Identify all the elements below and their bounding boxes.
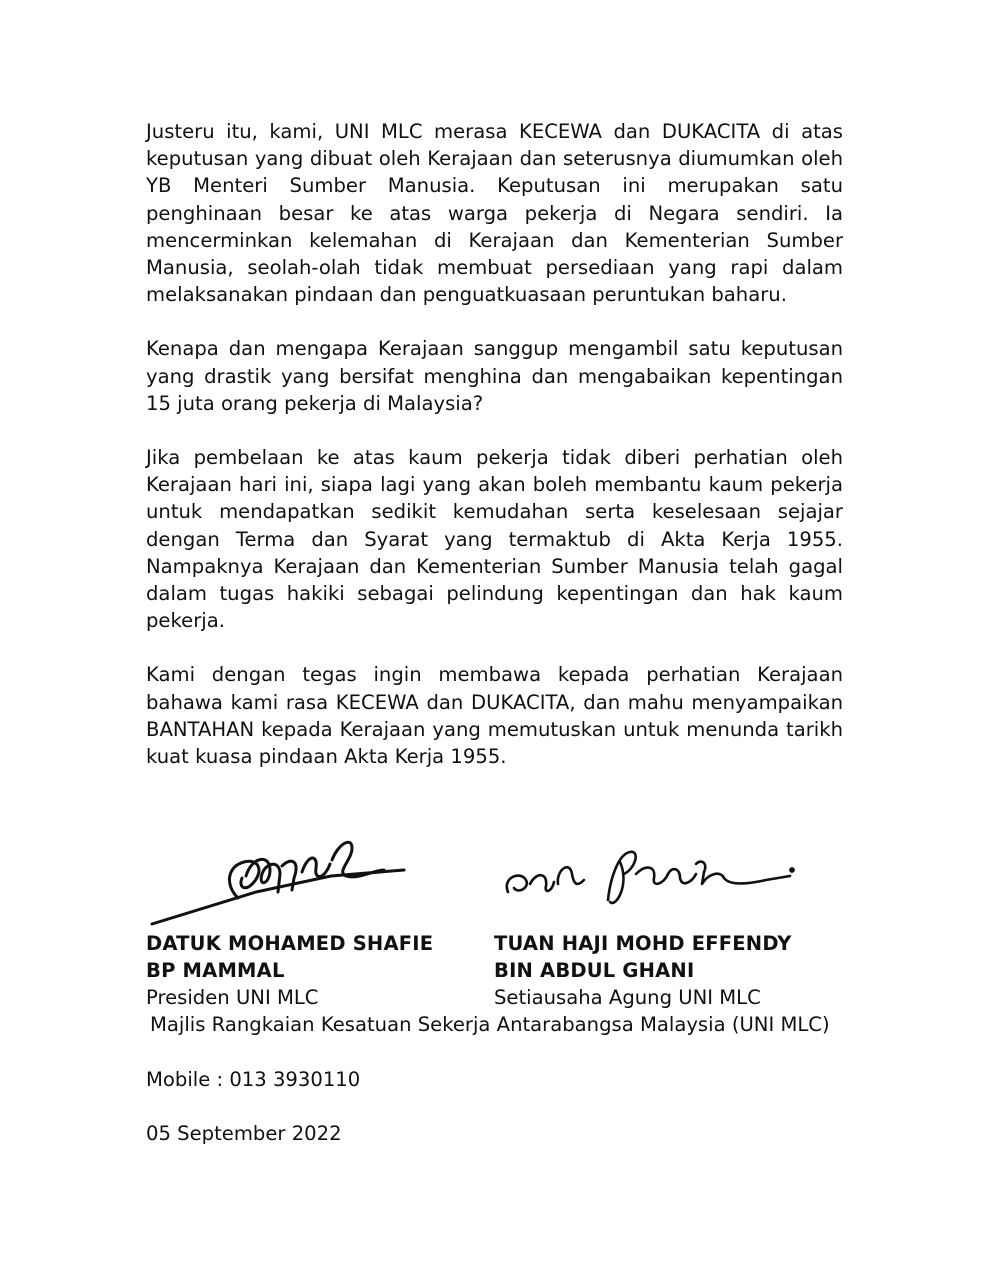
secretary-title: Setiausaha Agung UNI MLC [494,986,761,1009]
paragraph-4: Kami dengan tegas ingin membawa kepada perhatian Kerajaan bahawa kami rasa KECEWA dan DUKACITA, dan mahu menyampaikan BANTAHAN kepada Kerajaan yang memutuskan untuk menunda tarikh kuat kuasa pindaan Akta Kerja 1955. [146,663,843,769]
president-title: Presiden UNI MLC [146,986,319,1009]
letter-date: 05 September 2022 [146,1122,342,1145]
president-name-line2: BP MAMMAL [146,959,285,982]
mobile-label: Mobile : [146,1068,230,1091]
president-name [146,930,433,984]
president-signature [146,826,416,928]
contact-line [146,1068,360,1091]
paragraph-2: Kenapa dan mengapa Kerajaan sanggup mengambil satu keputusan yang drastik yang bersifat menghina dan mengabaikan kepentingan 15 juta orang pekerja di Malaysia? [146,337,843,415]
secretary-name-line1: TUAN HAJI MOHD EFFENDY [494,932,792,955]
mobile-number: 013 3930110 [229,1068,361,1091]
paragraph-3: Jika pembelaan ke atas kaum pekerja tidak diberi perhatian oleh Kerajaan hari ini, siapa lagi yang akan boleh membantu kaum pekerja untuk mendapatkan sedikit kemudahan serta keselesaan sejajar dengan Terma dan Syarat yang termaktub di Akta Kerja 1955. Nampaknya Kerajaan dan Kementerian Sumber Manusia telah gagal dalam tugas hakiki sebagai pelindung kepentingan dan hak kaum pekerja. [146,446,843,633]
letter-body [146,118,843,797]
secretary-signature [496,834,796,914]
secretary-name-line2: BIN ABDUL GHANI [494,959,695,982]
secretary-name [494,930,792,984]
president-name-line1: DATUK MOHAMED SHAFIE [146,932,434,955]
organization-name: Majlis Rangkaian Kesatuan Sekerja Antarabangsa Malaysia (UNI MLC) [150,1013,830,1036]
paragraph-1: Justeru itu, kami, UNI MLC merasa KECEWA dan DUKACITA di atas keputusan yang dibuat oleh Kerajaan dan seterusnya diumumkan oleh YB Menteri Sumber Manusia. Keputusan ini merupakan satu penghinaan besar ke atas warga pekerja di Negara sendiri. Ia mencerminkan kelemahan di Kerajaan dan Kementerian Sumber Manusia, seolah-olah tidak membuat persediaan yang rapi dalam melaksanakan pindaan dan penguatkuasaan peruntukan baharu. [146,120,843,307]
